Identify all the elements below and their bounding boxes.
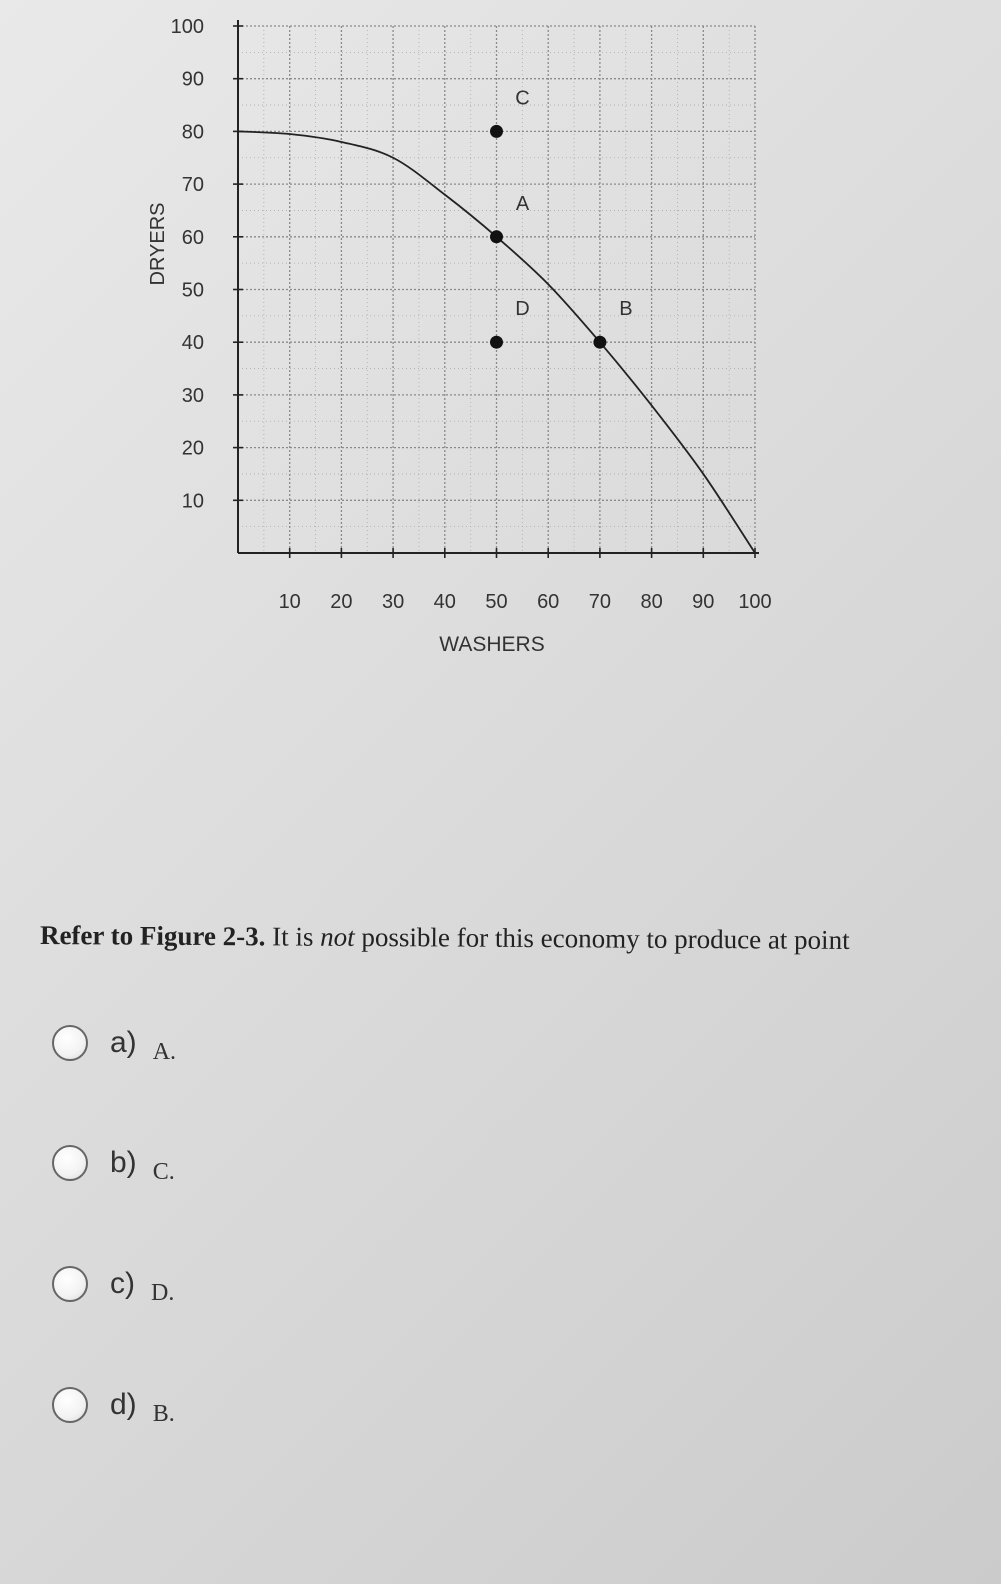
point-b-label: B xyxy=(619,298,633,321)
x-tick-label: 60 xyxy=(537,591,560,613)
y-tick-label: 70 xyxy=(181,174,204,197)
option-b-letter: b) xyxy=(110,1146,137,1179)
option-c[interactable] xyxy=(52,1262,174,1306)
question-text-after: possible for this economy to produce at point xyxy=(354,921,850,955)
point-d-label: D xyxy=(515,298,530,321)
x-tick-label: 70 xyxy=(588,591,612,613)
y-tick-label: 40 xyxy=(181,332,204,355)
chart-grid xyxy=(238,26,755,553)
point-a-marker xyxy=(490,230,503,243)
option-c-letter: c) xyxy=(110,1267,135,1300)
option-a-radio[interactable] xyxy=(52,1025,88,1061)
question-text xyxy=(40,920,985,957)
x-tick-label: 40 xyxy=(433,591,456,613)
x-tick-label: 10 xyxy=(278,591,301,613)
y-tick-label: 50 xyxy=(181,279,204,302)
x-tick-label: 80 xyxy=(640,591,663,613)
option-a-text: A. xyxy=(152,1038,177,1065)
option-c-text: D. xyxy=(151,1279,175,1306)
option-a[interactable] xyxy=(52,1021,176,1065)
option-c-radio[interactable] xyxy=(52,1266,88,1302)
option-b-radio[interactable] xyxy=(52,1145,88,1181)
option-b[interactable] xyxy=(52,1141,175,1185)
y-tick-label: 60 xyxy=(181,226,204,249)
x-axis-label: WASHERS xyxy=(439,633,545,656)
question-text-before: It is xyxy=(265,921,321,952)
question-emphasis: not xyxy=(320,921,355,952)
option-d[interactable] xyxy=(52,1383,175,1427)
option-b-text: C. xyxy=(152,1158,175,1185)
x-tick-label: 90 xyxy=(692,591,715,613)
y-tick-label: 90 xyxy=(181,68,204,91)
point-c-marker xyxy=(490,125,503,138)
y-tick-label: 10 xyxy=(181,490,204,513)
option-d-letter: d) xyxy=(110,1388,137,1421)
x-tick-label: 100 xyxy=(738,591,772,613)
chart-points xyxy=(490,87,633,348)
y-tick-label: 20 xyxy=(181,437,204,460)
y-axis-label: DRYERS xyxy=(147,202,169,286)
option-a-letter: a) xyxy=(110,1026,137,1059)
question-figure-ref: Refer to Figure 2-3. xyxy=(39,920,266,952)
point-a-label: A xyxy=(515,192,530,215)
option-d-text: B. xyxy=(152,1400,175,1427)
point-d-marker xyxy=(490,336,503,349)
x-tick-label: 50 xyxy=(485,591,508,613)
point-b-marker xyxy=(593,336,606,349)
option-d-radio[interactable] xyxy=(52,1387,88,1423)
y-tick-label: 80 xyxy=(181,121,204,144)
chart-tick-labels xyxy=(171,16,772,613)
ppf-chart xyxy=(0,0,1001,680)
x-tick-label: 20 xyxy=(330,591,353,613)
point-c-label: C xyxy=(515,87,530,110)
y-tick-label: 100 xyxy=(170,16,204,38)
y-tick-label: 30 xyxy=(181,384,204,407)
x-tick-label: 30 xyxy=(381,591,405,613)
